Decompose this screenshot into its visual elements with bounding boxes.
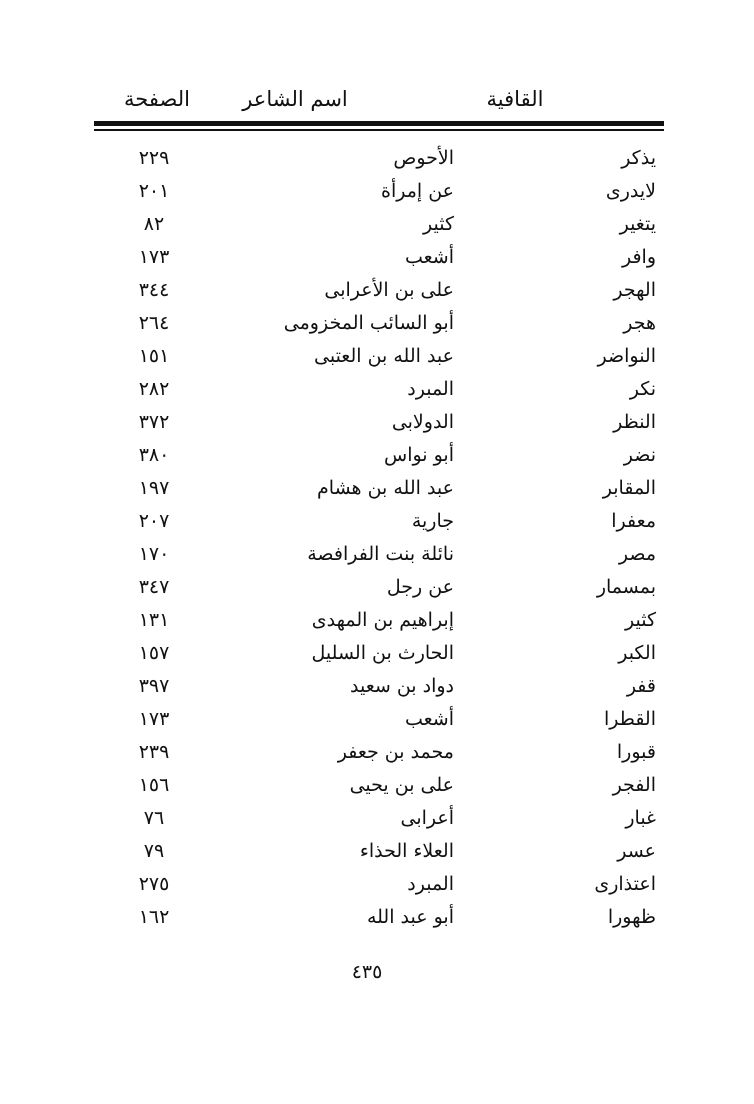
rhyme-cell: النظر <box>613 411 656 433</box>
index-row <box>94 175 664 208</box>
index-table <box>94 142 664 934</box>
index-row <box>94 604 664 637</box>
index-row <box>94 802 664 835</box>
index-row <box>94 571 664 604</box>
index-row <box>94 703 664 736</box>
poet-cell: أبو نواس <box>384 444 454 466</box>
index-row <box>94 901 664 934</box>
rhyme-cell: اعتذارى <box>594 873 656 895</box>
header-rule-thin <box>94 129 664 131</box>
poet-cell: أبو عبد الله <box>366 906 454 928</box>
index-row <box>94 142 664 175</box>
index-row <box>94 406 664 439</box>
rhyme-cell: يتغير <box>619 213 656 235</box>
rhyme-cell: بمسمار <box>596 576 656 598</box>
index-row <box>94 538 664 571</box>
rhyme-cell: نكر <box>629 378 656 400</box>
poet-cell: أشعب <box>404 708 454 730</box>
index-row <box>94 868 664 901</box>
header-rhyme: القافية <box>486 87 544 111</box>
poet-cell: عبد الله بن العتبى <box>314 345 454 367</box>
rhyme-cell: القطرا <box>603 708 656 730</box>
rhyme-cell: قفر <box>626 675 656 697</box>
page-number-cell: ٣٨٠ <box>138 444 170 466</box>
poet-cell: دواد بن سعيد <box>350 675 454 697</box>
rhyme-cell: هجر <box>623 312 656 334</box>
poet-cell: عن رجل <box>386 576 454 598</box>
rhyme-cell: قبورا <box>616 741 656 763</box>
index-row <box>94 769 664 802</box>
poet-cell: نائلة بنت الفرافصة <box>307 543 454 565</box>
poet-cell: الدولابى <box>391 411 454 433</box>
page-number-cell: ١٥٧ <box>138 642 170 664</box>
rhyme-cell: نضر <box>623 444 656 466</box>
rhyme-cell: غبار <box>625 807 656 829</box>
page-number-cell: ٢٣٩ <box>138 741 170 763</box>
page-number-cell: ١٥٦ <box>138 774 170 796</box>
poet-cell: الأحوص <box>393 147 454 169</box>
header-page: الصفحة <box>124 87 190 111</box>
rhyme-cell: مصر <box>618 543 656 565</box>
rhyme-cell: الفجر <box>612 774 656 796</box>
index-row <box>94 241 664 274</box>
page-number-cell: ١٧٣ <box>138 708 170 730</box>
page-number-cell: ٢٢٩ <box>138 147 170 169</box>
index-row <box>94 274 664 307</box>
poet-cell: عبد الله بن هشام <box>317 477 454 499</box>
page-number-cell: ٣٩٧ <box>138 675 170 697</box>
poet-cell: أبو السائب المخزومى <box>283 312 454 334</box>
poet-cell: كثير <box>423 213 454 235</box>
index-row <box>94 472 664 505</box>
rhyme-cell: المقابر <box>602 477 656 499</box>
rhyme-cell: الكبر <box>618 642 656 664</box>
index-row <box>94 670 664 703</box>
page-number-cell: ٧٦ <box>143 807 165 829</box>
index-row <box>94 340 664 373</box>
rhyme-cell: ظهورا <box>607 906 656 928</box>
poet-cell: عن إمرأة <box>380 180 454 202</box>
page-number-cell: ٣٤٤ <box>138 279 170 301</box>
index-row <box>94 637 664 670</box>
index-row <box>94 307 664 340</box>
page-number-cell: ٢٠١ <box>138 180 170 202</box>
rhyme-cell: وافر <box>621 246 656 268</box>
folio-page-number: ٤٣٥ <box>351 961 383 983</box>
page-number-cell: ٢٠٧ <box>138 510 170 532</box>
index-row <box>94 835 664 868</box>
page-number-cell: ٣٧٢ <box>138 411 170 433</box>
rhyme-cell: يذكر <box>621 147 656 169</box>
poet-cell: محمد بن جعفر <box>337 741 454 763</box>
header-poet-name: اسم الشاعر <box>242 87 348 111</box>
page-number-cell: ١٩٧ <box>138 477 170 499</box>
page-number-cell: ٢٧٥ <box>138 873 170 895</box>
rhyme-cell: معفرا <box>611 510 656 532</box>
page-number-cell: ٢٦٤ <box>138 312 170 334</box>
rhyme-cell: كثير <box>625 609 656 631</box>
poet-cell: على بن يحيى <box>349 774 454 796</box>
poet-cell: المبرد <box>407 873 454 895</box>
index-row <box>94 439 664 472</box>
page-number-cell: ٨٢ <box>143 213 165 235</box>
rhyme-cell: النواضر <box>597 345 656 367</box>
rhyme-cell: لايدرى <box>605 180 656 202</box>
poet-cell: أشعب <box>404 246 454 268</box>
rhyme-cell: الهجر <box>613 279 656 301</box>
index-row <box>94 208 664 241</box>
page-number-cell: ١٧٣ <box>138 246 170 268</box>
index-row <box>94 736 664 769</box>
poet-cell: العلاء الحذاء <box>359 840 454 862</box>
poet-cell: المبرد <box>407 378 454 400</box>
page-number-cell: ٢٨٢ <box>138 378 170 400</box>
index-row <box>94 373 664 406</box>
page-number-cell: ٧٩ <box>143 840 165 862</box>
page-number-cell: ١٧٠ <box>138 543 170 565</box>
rhyme-cell: عسر <box>617 840 656 862</box>
page-number-cell: ١٦٢ <box>138 906 170 928</box>
header-rule-thick <box>94 121 664 126</box>
page-number-cell: ١٣١ <box>138 609 170 631</box>
page-number-cell: ٣٤٧ <box>138 576 170 598</box>
poet-cell: إبراهيم بن المهدى <box>311 609 454 631</box>
index-row <box>94 505 664 538</box>
page-number-cell: ١٥١ <box>138 345 170 367</box>
poet-cell: جارية <box>411 510 454 532</box>
poet-cell: أعرابى <box>400 807 454 829</box>
poet-cell: على بن الأعرابى <box>324 279 454 301</box>
poet-cell: الحارث بن السليل <box>311 642 454 664</box>
